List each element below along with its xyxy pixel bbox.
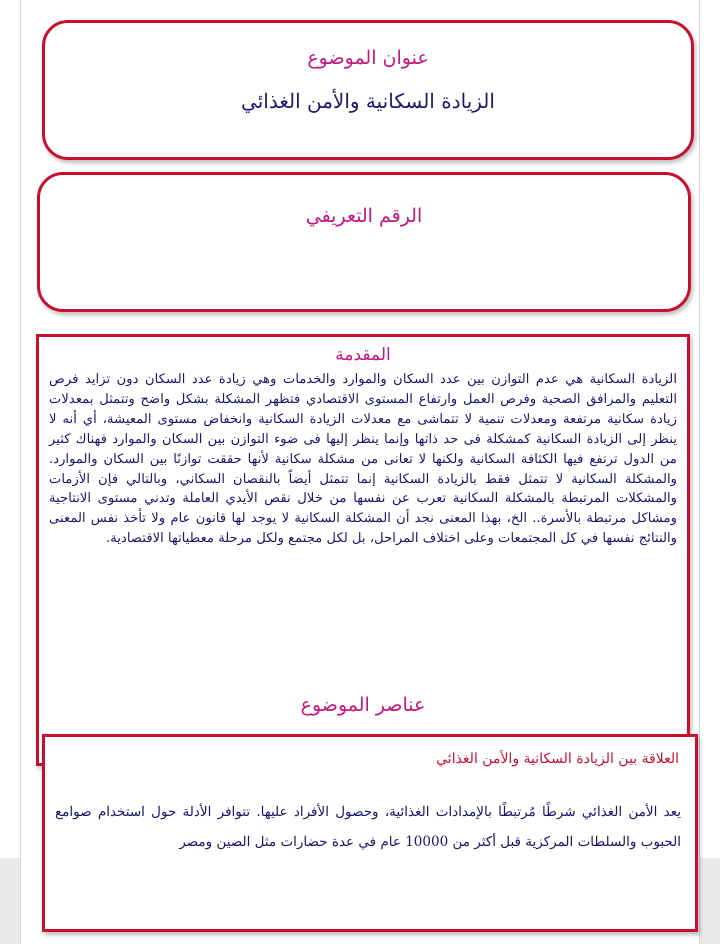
- identifier-box: [37, 172, 691, 312]
- identifier-label: الرقم التعريفي: [305, 205, 423, 227]
- relationship-section: [42, 734, 698, 932]
- topic-title-label: عنوان الموضوع: [307, 47, 429, 69]
- topic-title-text: الزيادة السكانية والأمن الغذائي: [241, 89, 495, 113]
- introduction-section: [36, 334, 690, 766]
- relationship-body: يعد الأمن الغذائي شرطًا مُرتبطًا بالإمدادات الغذائية، وحصول الأفراد عليها. تتوافر الأدلة حول استخدام صوامع الحبوب والسلطات المركزية قبل أكثر من 10000 عام في عدة حضارات مثل الصين ومصر: [55, 804, 681, 850]
- topic-elements-heading: عناصر الموضوع: [300, 694, 426, 716]
- relationship-heading: العلاقة بين الزيادة السكانية والأمن الغذائي: [436, 751, 679, 767]
- introduction-heading: المقدمة: [335, 345, 391, 365]
- introduction-body: الزيادة السكانية هي عدم التوازن بين عدد السكان والموارد والخدمات وهي زيادة عدد السكان دون تزايد فرص التعليم والمرافق الصحية وفرص العمل وارتفاع المستوى الاقتصادي فتظهر المشكلة بشكل واضح وتتمثل بمعدلات زيادة سكانية مرتفعة ومعدلات تنمية لا تتماشى مع معدلات الزيادة السكانية وانخفاض مستوى المعيشة، أي أنه لا ينظر إلى الزيادة السكانية كمشكلة فى حد ذاتها وإنما ينظر إليها فى ضوء التوازن بين السكان والموارد فهناك كثير من الدول ترتفع فيها الكثافة السكانية ولكنها لا تعانى من مشكلة سكانية لأنها حققت توازنًا بين السكان والموارد. والمشكلة السكانية لا تتمثل فقط بالزيادة السكانية إنما تتمثل أيضاً بالنقصان السكاني، وبالتالي فإن الأزمات والمشكلات المرتبطة بالمشكلة السكانية تعرب عن نفسها من خلال نقص الأيدي العاملة وتدني مستوى الانتاجية ومشاكل مرتبطة بالأسرة.. الخ، بهذا المعنى نجد أن المشكلة السكانية لا يوجد لها قانون عام ولا تأخذ نفس المعنى والنتائج نفسها في كل المجتمعات وعلى اختلاف المراحل، بل لكل مجتمع ولكل مرحلة معطياتها الاقتصادية.: [49, 372, 677, 547]
- topic-title-box: [42, 20, 694, 160]
